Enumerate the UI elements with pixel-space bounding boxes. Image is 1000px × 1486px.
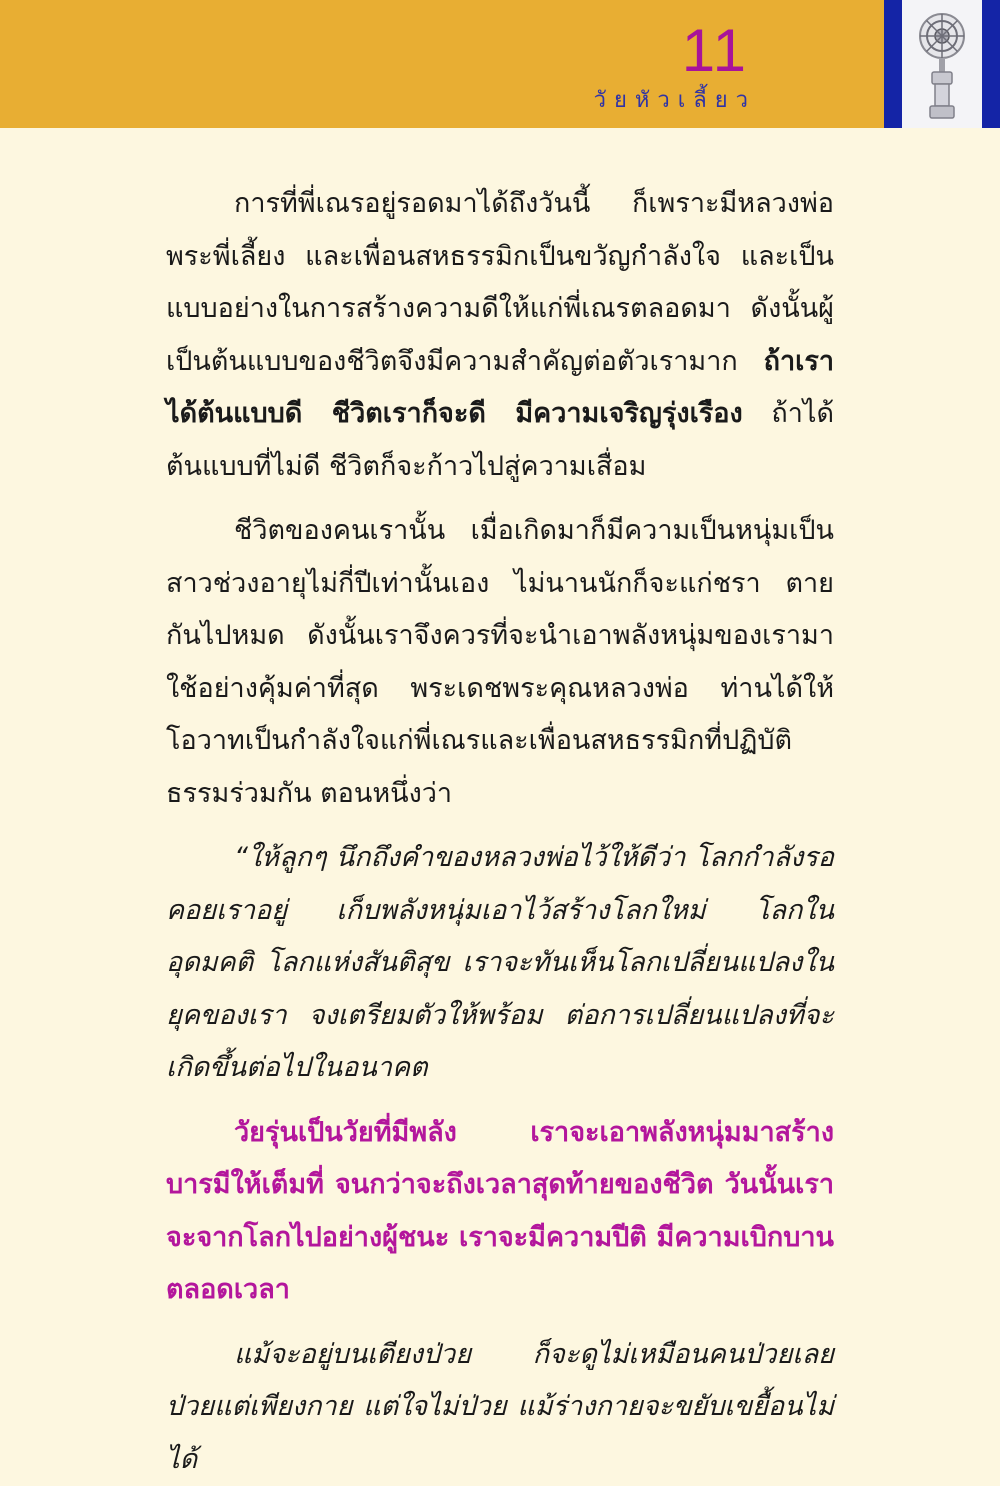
page-body [166,178,834,1486]
blue-stripe-right [982,0,1000,128]
paragraph-1-text-a: การที่พี่เณรอยู่รอดมาได้ถึงวันนี้ ก็เพราะมีหลวงพ่อ พระพี่เลี้ยง และเพื่อนสหธรรมิกเป็นขวัญกำลังใจ และเป็นแบบอย่างในการสร้างความดีให้แก่พี่เณรตลอดมา ดังนั้นผู้เป็นต้นแบบของชีวิตจึงมีความสำคัญต่อตัวเรามาก [166,188,834,377]
highlight-paragraph: วัยรุ่นเป็นวัยที่มีพลัง เราจะเอาพลังหนุ่มมาสร้างบารมีให้เต็มที่ จนกว่าจะถึงเวลาสุดท้ายของชีวิต วันนั้นเราจะจากโลกไปอย่างผู้ชนะ เราจะมีความปีติ มีความเบิกบานตลอดเวลา [166,1107,834,1317]
chapter-title: วัยหัวเลี้ยว [594,86,756,116]
paragraph-1-text-b: ถ้าได้ต้นแบบที่ไม่ดี ชีวิตก็จะก้าวไปสู่ความเสื่อม [166,398,834,482]
paragraph-1-bold: ถ้าเราได้ต้นแบบดี ชีวิตเราก็จะดี มีความเจริญรุ่งเรือง [166,346,834,430]
wheel-seal-icon [914,6,970,124]
paragraph-5: แม้จะอยู่บนเตียงป่วย ก็จะดูไม่เหมือนคนป่วยเลย ป่วยแต่เพียงกาย แต่ใจไม่ป่วย แม้ร่างกายจะขยับเขยื้อนไม่ได้ [166,1329,834,1486]
paragraph-1 [166,178,834,493]
blue-stripe-left [884,0,902,128]
page-number: 11 [682,16,748,86]
header-band [0,0,884,128]
paragraph-2: ชีวิตของคนเรานั้น เมื่อเกิดมาก็มีความเป็นหนุ่มเป็นสาวช่วงอายุไม่กี่ปีเท่านั้นเอง ไม่นานนักก็จะแก่ชรา ตายกันไปหมด ดังนั้นเราจึงควรที่จะนำเอาพลังหนุ่มของเรามาใช้อย่างคุ้มค่าที่สุด พระเดชพระคุณหลวงพ่อ ท่านได้ให้โอวาทเป็นกำลังใจแก่พี่เณรและเพื่อนสหธรรมิกที่ปฏิบัติธรรมร่วมกัน ตอนหนึ่งว่า [166,505,834,820]
quote-paragraph: “ให้ลูกๆ นึกถึงคำของหลวงพ่อไว้ให้ดีว่า โลกกำลังรอคอยเราอยู่ เก็บพลังหนุ่มเอาไว้สร้างโลกใหม่ โลกในอุดมคติ โลกแห่งสันติสุข เราจะทันเห็นโลกเปลี่ยนแปลงในยุคของเรา จงเตรียมตัวให้พร้อม ต่อการเปลี่ยนแปลงที่จะเกิดขึ้นต่อไปในอนาคต [166,832,834,1095]
